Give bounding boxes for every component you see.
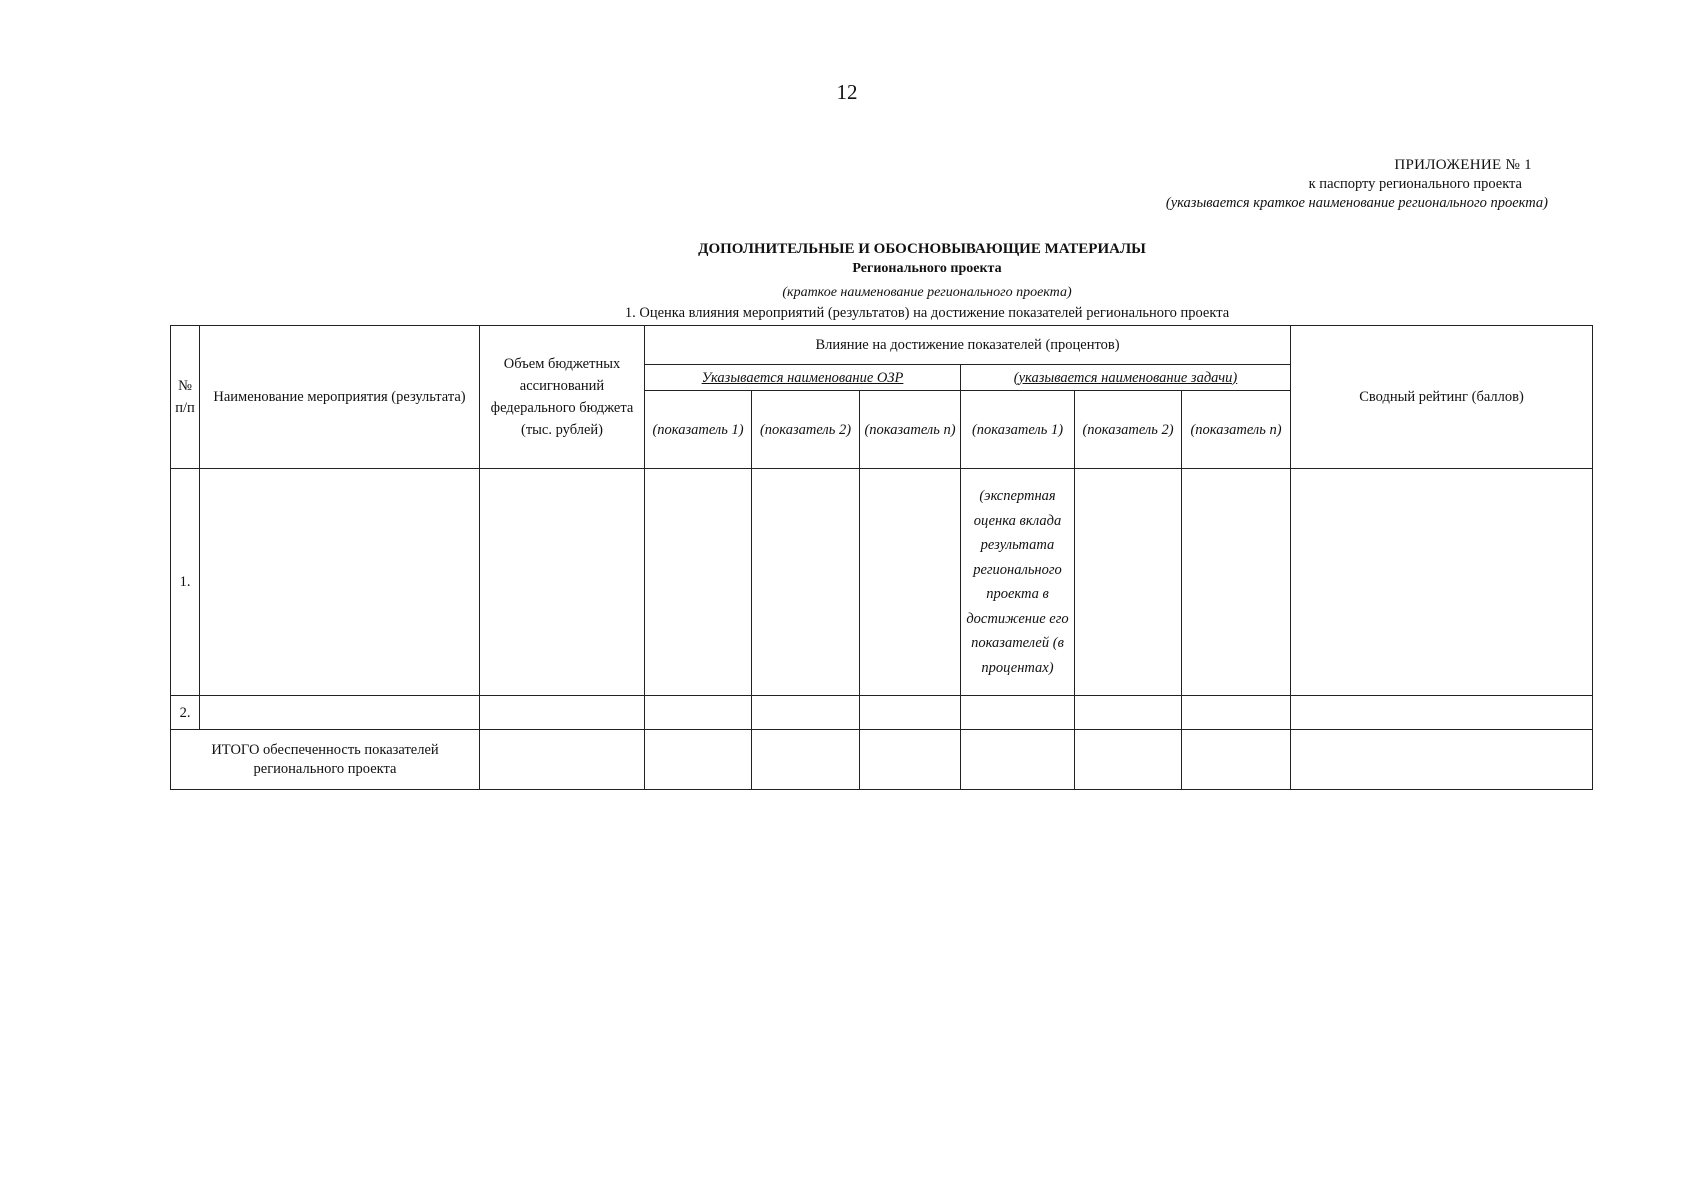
table-row	[171, 696, 1593, 730]
header-ozr-indicator-2: (показатель 2)	[752, 391, 860, 469]
total-row	[171, 730, 1593, 790]
row-1-budget-cell	[480, 469, 645, 696]
total-label: ИТОГО обеспеченность показателей регионального проекта	[171, 730, 480, 790]
row-1-number: 1.	[171, 469, 200, 696]
table-row	[171, 469, 1593, 696]
row-2-task-indicator-2-cell	[1075, 696, 1182, 730]
row-2-budget-cell	[480, 696, 645, 730]
document-title: ДОПОЛНИТЕЛЬНЫЕ И ОБОСНОВЫВАЮЩИЕ МАТЕРИАЛЫ	[698, 241, 1146, 257]
header-task-indicator-2: (показатель 2)	[1075, 391, 1182, 469]
total-ozr-indicator-n-cell	[860, 730, 961, 790]
row-2-rating-cell	[1291, 696, 1593, 730]
total-ozr-indicator-2-cell	[752, 730, 860, 790]
appendix-subtitle: к паспорту регионального проекта	[1308, 176, 1522, 192]
row-2-ozr-indicator-2-cell	[752, 696, 860, 730]
header-task-indicator-n: (показатель n)	[1182, 391, 1291, 469]
appendix-title: ПРИЛОЖЕНИЕ № 1	[1394, 157, 1532, 173]
row-2-ozr-indicator-n-cell	[860, 696, 961, 730]
row-1-name-cell	[200, 469, 480, 696]
row-2-task-indicator-n-cell	[1182, 696, 1291, 730]
row-1-ozr-indicator-1-cell	[645, 469, 752, 696]
appendix-block	[1028, 156, 1548, 213]
header-ozr-indicator-n: (показатель n)	[860, 391, 961, 469]
row-1-ozr-indicator-n-cell	[860, 469, 961, 696]
total-task-indicator-1-cell	[961, 730, 1075, 790]
row-2-ozr-indicator-1-cell	[645, 696, 752, 730]
row-2-name-cell	[200, 696, 480, 730]
header-number: № п/п	[171, 326, 200, 469]
header-task-group: (указывается наименование задачи)	[961, 365, 1291, 391]
row-1-expert-note: (экспертная оценка вклада результата регионального проекта в достижение его показателей (в процентах)	[961, 469, 1075, 696]
row-1-rating-cell	[1291, 469, 1593, 696]
row-1-task-indicator-2-cell	[1075, 469, 1182, 696]
header-budget: Объем бюджетных ассигнований федерального бюджета (тыс. рублей)	[480, 326, 645, 469]
total-rating-cell	[1291, 730, 1593, 790]
header-influence: Влияние на достижение показателей (процентов)	[645, 326, 1291, 365]
header-ozr-indicator-1: (показатель 1)	[645, 391, 752, 469]
row-1-ozr-indicator-2-cell	[752, 469, 860, 696]
row-1-task-indicator-n-cell	[1182, 469, 1291, 696]
total-task-indicator-2-cell	[1075, 730, 1182, 790]
header-ozr-group: Указывается наименование ОЗР	[645, 365, 961, 391]
assessment-table	[170, 325, 1593, 790]
document-heading	[0, 240, 1694, 323]
row-2-task-indicator-1-cell	[961, 696, 1075, 730]
row-2-number: 2.	[171, 696, 200, 730]
document-subnote: (краткое наименование регионального проекта)	[782, 285, 1072, 300]
header-rating: Сводный рейтинг (баллов)	[1291, 326, 1593, 469]
total-ozr-indicator-1-cell	[645, 730, 752, 790]
header-measure-name: Наименование мероприятия (результата)	[200, 326, 480, 469]
section-title: 1. Оценка влияния мероприятий (результатов) на достижение показателей регионального проекта	[624, 305, 1230, 321]
appendix-note: (указывается краткое наименование регионального проекта)	[1165, 195, 1548, 211]
page-number: 12	[836, 80, 858, 104]
total-budget-cell	[480, 730, 645, 790]
header-task-indicator-1: (показатель 1)	[961, 391, 1075, 469]
document-subtitle: Регионального проекта	[852, 261, 1002, 276]
total-task-indicator-n-cell	[1182, 730, 1291, 790]
